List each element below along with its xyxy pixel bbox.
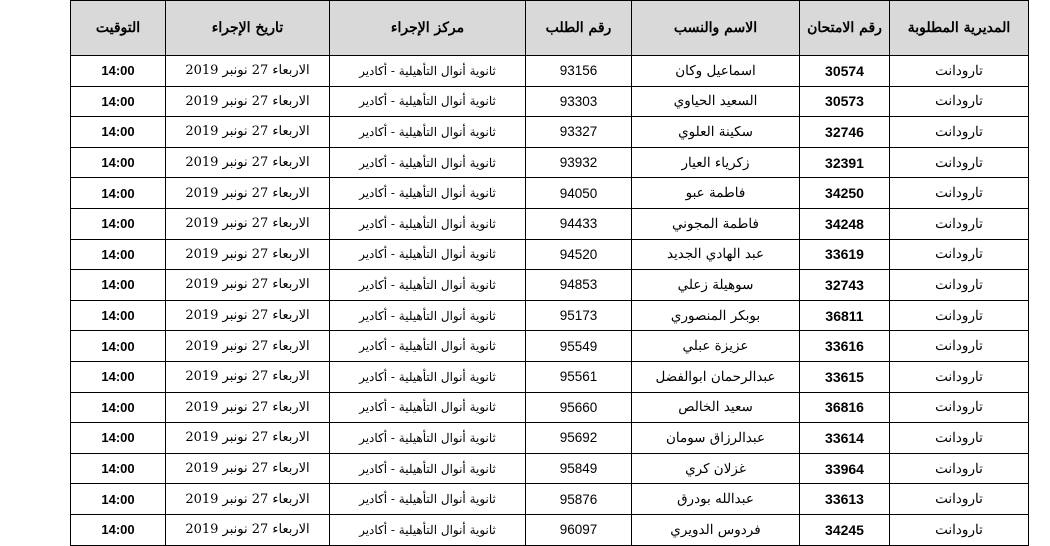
cell-request-number: 95660 — [526, 392, 632, 423]
cell-name: زكرياء العيار — [632, 147, 800, 178]
table-row — [71, 208, 1029, 239]
header-center: مركز الإجراء — [330, 1, 526, 56]
cell-center: ثانوية أنوال التأهيلية - أكادير — [330, 514, 526, 545]
cell-request-number: 93156 — [526, 56, 632, 87]
header-request-number: رقم الطلب — [526, 1, 632, 56]
cell-date: الاربعاء 27 نونبر 2019 — [166, 178, 330, 209]
cell-name: عبدالله بودرق — [632, 484, 800, 515]
cell-exam-number: 33619 — [800, 239, 890, 270]
header-name: الاسم والنسب — [632, 1, 800, 56]
cell-request-number: 95549 — [526, 331, 632, 362]
cell-directorate: تارودانت — [890, 423, 1029, 454]
cell-name: بوبكر المنصوري — [632, 300, 800, 331]
cell-directorate: تارودانت — [890, 56, 1029, 87]
cell-request-number: 96097 — [526, 514, 632, 545]
table-row — [71, 423, 1029, 454]
cell-directorate: تارودانت — [890, 300, 1029, 331]
cell-time: 14:00 — [71, 300, 166, 331]
table-body — [71, 56, 1029, 546]
cell-date: الاربعاء 27 نونبر 2019 — [166, 147, 330, 178]
cell-date: الاربعاء 27 نونبر 2019 — [166, 208, 330, 239]
cell-directorate: تارودانت — [890, 331, 1029, 362]
cell-name: عزيزة عبلي — [632, 331, 800, 362]
cell-time: 14:00 — [71, 331, 166, 362]
cell-request-number: 95561 — [526, 361, 632, 392]
cell-exam-number: 33615 — [800, 361, 890, 392]
candidates-table — [70, 0, 1029, 546]
cell-name: سوهيلة زعلي — [632, 270, 800, 301]
cell-time: 14:00 — [71, 423, 166, 454]
cell-time: 14:00 — [71, 239, 166, 270]
cell-center: ثانوية أنوال التأهيلية - أكادير — [330, 147, 526, 178]
cell-center: ثانوية أنوال التأهيلية - أكادير — [330, 300, 526, 331]
cell-exam-number: 33613 — [800, 484, 890, 515]
cell-name: اسماعيل وكان — [632, 56, 800, 87]
cell-exam-number: 30574 — [800, 56, 890, 87]
cell-center: ثانوية أنوال التأهيلية - أكادير — [330, 239, 526, 270]
cell-directorate: تارودانت — [890, 392, 1029, 423]
cell-date: الاربعاء 27 نونبر 2019 — [166, 270, 330, 301]
table-row — [71, 147, 1029, 178]
table-row — [71, 300, 1029, 331]
cell-directorate: تارودانت — [890, 147, 1029, 178]
cell-exam-number: 34245 — [800, 514, 890, 545]
table-row — [71, 484, 1029, 515]
cell-name: عبدالرحمان ابوالفضل — [632, 361, 800, 392]
cell-request-number: 94433 — [526, 208, 632, 239]
table-row — [71, 86, 1029, 117]
header-exam-number: رقم الامتحان — [800, 1, 890, 56]
cell-time: 14:00 — [71, 514, 166, 545]
cell-time: 14:00 — [71, 392, 166, 423]
cell-date: الاربعاء 27 نونبر 2019 — [166, 331, 330, 362]
cell-directorate: تارودانت — [890, 208, 1029, 239]
cell-directorate: تارودانت — [890, 453, 1029, 484]
cell-date: الاربعاء 27 نونبر 2019 — [166, 514, 330, 545]
table-row — [71, 178, 1029, 209]
cell-directorate: تارودانت — [890, 117, 1029, 148]
cell-name: فردوس الدويري — [632, 514, 800, 545]
cell-center: ثانوية أنوال التأهيلية - أكادير — [330, 86, 526, 117]
header-time: التوقيت — [71, 1, 166, 56]
cell-time: 14:00 — [71, 453, 166, 484]
cell-center: ثانوية أنوال التأهيلية - أكادير — [330, 423, 526, 454]
cell-request-number: 95173 — [526, 300, 632, 331]
cell-center: ثانوية أنوال التأهيلية - أكادير — [330, 56, 526, 87]
cell-exam-number: 34248 — [800, 208, 890, 239]
cell-time: 14:00 — [71, 147, 166, 178]
cell-time: 14:00 — [71, 117, 166, 148]
cell-exam-number: 34250 — [800, 178, 890, 209]
cell-exam-number: 30573 — [800, 86, 890, 117]
cell-date: الاربعاء 27 نونبر 2019 — [166, 56, 330, 87]
header-directorate: المديرية المطلوبة — [890, 1, 1029, 56]
cell-center: ثانوية أنوال التأهيلية - أكادير — [330, 331, 526, 362]
cell-request-number: 94853 — [526, 270, 632, 301]
cell-center: ثانوية أنوال التأهيلية - أكادير — [330, 484, 526, 515]
cell-center: ثانوية أنوال التأهيلية - أكادير — [330, 361, 526, 392]
cell-time: 14:00 — [71, 361, 166, 392]
cell-center: ثانوية أنوال التأهيلية - أكادير — [330, 453, 526, 484]
cell-date: الاربعاء 27 نونبر 2019 — [166, 86, 330, 117]
cell-exam-number: 33616 — [800, 331, 890, 362]
cell-directorate: تارودانت — [890, 270, 1029, 301]
table-row — [71, 270, 1029, 301]
cell-name: فاطمة المجوني — [632, 208, 800, 239]
cell-name: السعيد الحياوي — [632, 86, 800, 117]
cell-directorate: تارودانت — [890, 484, 1029, 515]
cell-center: ثانوية أنوال التأهيلية - أكادير — [330, 270, 526, 301]
cell-directorate: تارودانت — [890, 514, 1029, 545]
cell-name: سعيد الخالص — [632, 392, 800, 423]
cell-request-number: 95876 — [526, 484, 632, 515]
cell-exam-number: 33614 — [800, 423, 890, 454]
cell-name: غزلان كري — [632, 453, 800, 484]
cell-date: الاربعاء 27 نونبر 2019 — [166, 117, 330, 148]
cell-name: عبد الهادي الجديد — [632, 239, 800, 270]
cell-request-number: 94050 — [526, 178, 632, 209]
cell-time: 14:00 — [71, 484, 166, 515]
cell-name: فاطمة عبو — [632, 178, 800, 209]
table-row — [71, 331, 1029, 362]
table-row — [71, 453, 1029, 484]
cell-directorate: تارودانت — [890, 239, 1029, 270]
cell-center: ثانوية أنوال التأهيلية - أكادير — [330, 208, 526, 239]
cell-request-number: 95849 — [526, 453, 632, 484]
cell-exam-number: 33964 — [800, 453, 890, 484]
cell-directorate: تارودانت — [890, 361, 1029, 392]
cell-time: 14:00 — [71, 178, 166, 209]
cell-request-number: 93932 — [526, 147, 632, 178]
cell-directorate: تارودانت — [890, 178, 1029, 209]
table-header-row — [71, 1, 1029, 56]
table-row — [71, 117, 1029, 148]
cell-date: الاربعاء 27 نونبر 2019 — [166, 453, 330, 484]
header-date: تاريخ الإجراء — [166, 1, 330, 56]
cell-request-number: 94520 — [526, 239, 632, 270]
cell-center: ثانوية أنوال التأهيلية - أكادير — [330, 178, 526, 209]
table-row — [71, 239, 1029, 270]
cell-request-number: 95692 — [526, 423, 632, 454]
cell-request-number: 93303 — [526, 86, 632, 117]
cell-name: عبدالرزاق سومان — [632, 423, 800, 454]
cell-date: الاربعاء 27 نونبر 2019 — [166, 392, 330, 423]
cell-time: 14:00 — [71, 208, 166, 239]
cell-exam-number: 36816 — [800, 392, 890, 423]
cell-exam-number: 36811 — [800, 300, 890, 331]
cell-directorate: تارودانت — [890, 86, 1029, 117]
cell-exam-number: 32743 — [800, 270, 890, 301]
cell-name: سكينة العلوي — [632, 117, 800, 148]
cell-center: ثانوية أنوال التأهيلية - أكادير — [330, 392, 526, 423]
cell-time: 14:00 — [71, 86, 166, 117]
cell-time: 14:00 — [71, 56, 166, 87]
cell-request-number: 93327 — [526, 117, 632, 148]
cell-date: الاربعاء 27 نونبر 2019 — [166, 484, 330, 515]
cell-date: الاربعاء 27 نونبر 2019 — [166, 423, 330, 454]
table-row — [71, 392, 1029, 423]
cell-exam-number: 32391 — [800, 147, 890, 178]
cell-date: الاربعاء 27 نونبر 2019 — [166, 239, 330, 270]
table-row — [71, 514, 1029, 545]
cell-center: ثانوية أنوال التأهيلية - أكادير — [330, 117, 526, 148]
cell-date: الاربعاء 27 نونبر 2019 — [166, 300, 330, 331]
cell-exam-number: 32746 — [800, 117, 890, 148]
table-row — [71, 361, 1029, 392]
cell-date: الاربعاء 27 نونبر 2019 — [166, 361, 330, 392]
table-row — [71, 56, 1029, 87]
cell-time: 14:00 — [71, 270, 166, 301]
document-page — [70, 0, 1028, 538]
